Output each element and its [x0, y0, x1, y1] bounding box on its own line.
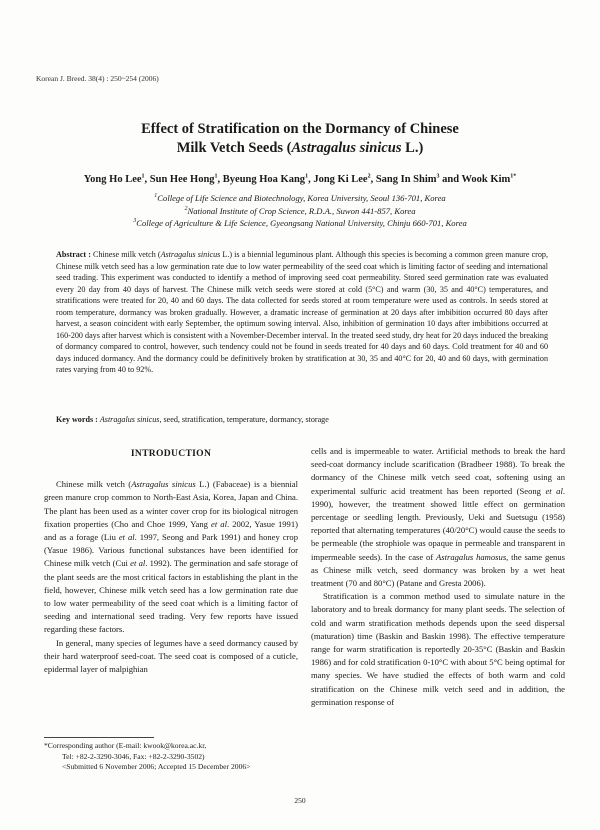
paragraph-text: , the same genus as Chinese milk vetch, seed dormancy was broken by a wet heat treatment (70 and 80°C) (Patane and Gresta 2006). — [311, 551, 565, 589]
author-name: Byeung Hoa Kang — [222, 174, 306, 185]
author-affiliation-mark: 1 — [214, 173, 218, 180]
footnote — [44, 741, 304, 773]
abstract-text: Chinese milk vetch ( — [90, 250, 161, 259]
author-separator: , — [217, 174, 223, 185]
corresponding-author: *Corresponding author (E-mail: kwook@korea.ac.kr, — [44, 741, 207, 750]
keywords-label: Key words : — [56, 415, 98, 424]
paragraph-text: . 1992). The germination and safe storage of the plant seeds are the most critical factors in establishing the plant in the field, however, Chinese milk vetch seed has a low germination rate due to low water permeability of the seed coat which is a limiting factor of seeding and international seed trading. Very few reports have issued regarding these factors. — [44, 558, 298, 635]
paragraph-text: Stratification is a common method used to simulate nature in the laboratory and to break dormancy for many plant seeds. The selection of cold and warm stratification methods depends upon the seed dispersal (maturation) time (Baskin and Baskin 1998). The effective temperature range for warm stratification is reportedly 20-35°C (Baskin and Baskin 1986) and for cold stratification 0-10°C with about 5°C being optimal for many species. We have studied the effects of both warm and cold stratification on the Chinese milk vetch seed and in addition, the germination response of — [311, 591, 565, 707]
keywords — [56, 415, 548, 424]
keywords-text: , seed, stratification, temperature, dormancy, storage — [159, 415, 329, 424]
author-name: Yong Ho Lee — [83, 174, 142, 185]
paragraph-text: Chinese milk vetch ( — [56, 479, 132, 490]
affiliation-mark: 1 — [154, 193, 158, 200]
title-line-1: Effect of Stratification on the Dormancy of Chinese — [141, 121, 459, 137]
author-affiliation-mark: 1 — [141, 173, 145, 180]
paper-title — [60, 120, 540, 158]
author-name: Wook Kim — [461, 174, 511, 185]
author-separator: , — [308, 174, 314, 185]
abstract-text: L.) is a biennial leguminous plant. Although this species is becoming a common green manure crop, Chinese milk vetch seed has a low germination rate due to low water permeability of the seed coat which is limiting factor of seeding and international seed trading. This experiment was conducted to identify a method of improving seed coat permeability. Stored seed germination rate was evaluated every 20 day from 40 days of harvest. The Chinese milk vetch seeds were stored at cold (5°C) and warm (30, 35 and 40°C) temperatures, and stratifications were treated for 20, 40 and 60 days. The data collected for seeds stored at room temperature were used as controls. In seeds stored at room temperature, dormancy was broken gradually. However, a dramatic increase of germination at 20 days after imbibition occurred 80 days after harvest, a season coincident with early September, the optimum sowing interval. Also, inhibition of germination 10 days after imbibitions occurred at 160-200 days after harvest which is consistent with a November-December interval. In the treated seed study, dry heat for 20 days induced the breaking of dormancy compared to control, however, such tendency could not be found in seeds treated for 40 days and 60 days. Cold treatment for 40 and 60 days induced dormancy. And the dormancy could be definitively broken by stratification at 30, 35 and 40°C for 20, 40 and 60 days, with germination rates varying from 40 to 92%. — [56, 250, 548, 374]
keywords-species: Astragalus sinicus — [99, 415, 160, 424]
author-separator: and — [439, 174, 462, 185]
author-affiliation-mark: 1* — [510, 173, 517, 180]
affiliation-list — [40, 192, 560, 230]
affiliation-mark: 2 — [184, 205, 188, 212]
affiliation-text: College of Agriculture & Life Science, Gyeongsang National University, Chinju 660-701, Korea — [136, 218, 467, 228]
paragraph-text: In general, many species of legumes have a seed dormancy caused by their hard waterproof seed-coat. The seed coat is composed of a cuticle, epidermal layer of malpighian — [44, 637, 298, 675]
author-list — [40, 174, 560, 185]
affiliation — [40, 192, 560, 205]
author-name: Sun Hee Hong — [149, 174, 215, 185]
author-affiliation-mark: 3 — [436, 173, 440, 180]
italic-text: Astragalus sinicus — [131, 479, 196, 490]
paragraph-text: . 1997, Seong and Park 1991) and honey crop (Yasue 1986). Various functional substances have been identified for Chinese milk vetch (Cui — [44, 532, 298, 569]
paragraph-text: . 2002, Yasue 1991) and as a forage (Liu — [44, 518, 298, 543]
body-paragraph — [311, 590, 565, 709]
author-separator: , — [370, 174, 376, 185]
journal-reference: Korean J. Breed. 38(4) : 250~254 (2006) — [36, 74, 159, 83]
title-suffix: L.) — [401, 140, 424, 156]
body-paragraph — [311, 445, 565, 590]
affiliation-mark: 3 — [133, 218, 137, 225]
title-prefix: Milk Vetch Seeds ( — [176, 140, 292, 156]
author-separator: , — [144, 174, 150, 185]
left-column — [44, 445, 298, 676]
author-name: Jong Ki Lee — [313, 174, 368, 185]
italic-text: et al — [211, 518, 227, 529]
italic-text: et al — [545, 485, 563, 496]
body-paragraph — [44, 478, 298, 636]
affiliation — [40, 205, 560, 218]
introduction-heading: INTRODUCTION — [130, 448, 212, 459]
abstract — [56, 249, 548, 376]
italic-text: et al — [130, 558, 146, 569]
contact-numbers: Tel: +82-2-3290-3046, Fax: +82-2-3290-3502) — [62, 751, 205, 761]
paragraph-text: . 1990), however, the treatment showed little effect on germination percentage or seedling length. Previously, Ueki and Suetsugu (1958) reported that alternating temperatures (40/20°C) would cause the seeds to be permeable (the strophiole was opaque in permeable and transparent in impermeable seeds). In the case of — [311, 485, 565, 562]
footnote-divider — [44, 737, 154, 738]
title-line-2 — [60, 139, 540, 158]
paragraph-text: L.) (Fabaceae) is a biennial green manure crop common to North-East Asia, Korea, Japan and China. The plant has been used as a winter cover crop for its biological nitrogen fixation properties (Cho and Choe 1999, Yang — [44, 479, 299, 529]
affiliation — [40, 217, 560, 230]
submission-dates: <Submitted 6 November 2006; Accepted 15 December 2006> — [62, 762, 251, 771]
title-species: Astragalus sinicus — [291, 140, 402, 156]
affiliation-text: College of Life Science and Biotechnology, Korea University, Seoul 136-701, Korea — [157, 193, 446, 203]
paragraph-text: cells and is impermeable to water. Artificial methods to break the hard seed-coat dormancy include scarification (Bradbeer 1988). To break the dormancy of the Chinese milk vetch seed coat, softening using an experimental sulfuric acid treatment has been reported (Seong — [311, 446, 565, 496]
author-affiliation-mark: 2 — [367, 173, 371, 180]
body-paragraph — [44, 637, 298, 677]
right-column — [311, 445, 565, 709]
affiliation-text: National Institute of Crop Science, R.D.A., Suwon 441-857, Korea — [187, 205, 416, 216]
page-number: 250 — [294, 796, 306, 805]
abstract-label: Abstract : — [56, 250, 91, 259]
author-affiliation-mark: 1 — [305, 173, 309, 180]
italic-text: Astragalus hamosus — [436, 551, 507, 562]
author-name: Sang In Shim — [375, 174, 437, 185]
italic-text: et al — [118, 532, 135, 543]
abstract-species: Astragalus sinicus — [160, 250, 221, 259]
